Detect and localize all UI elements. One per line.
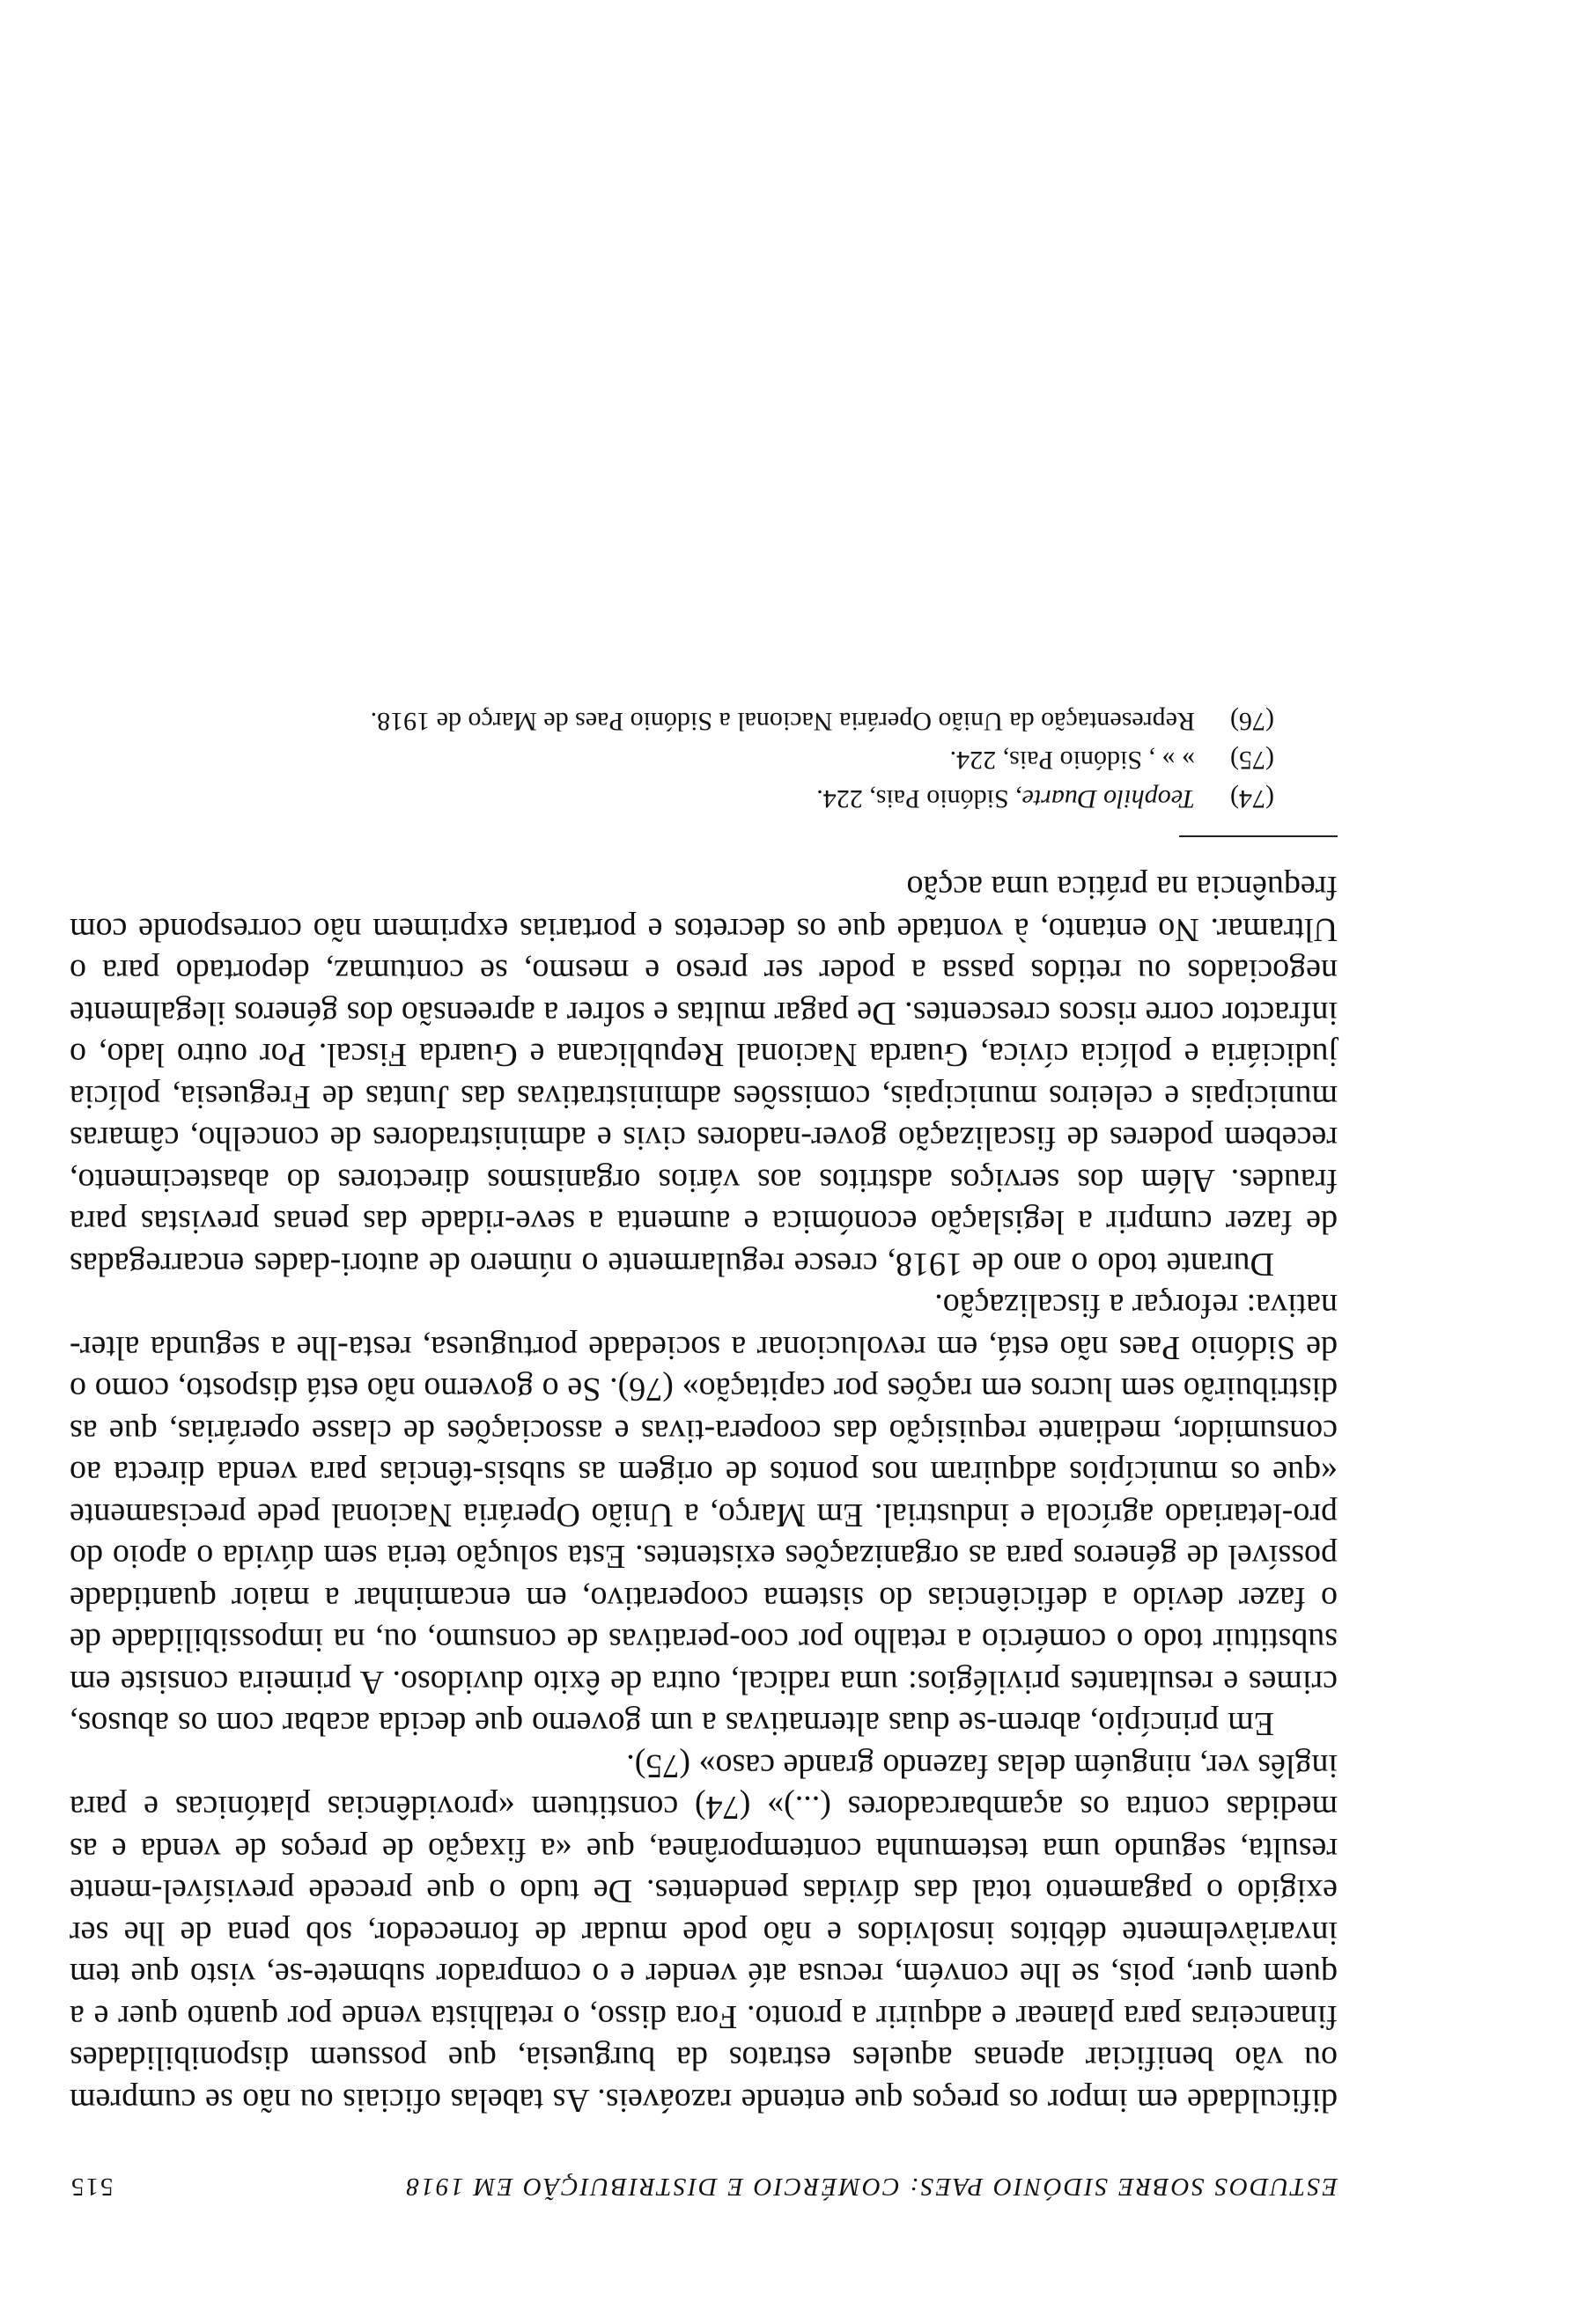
footnote-divider [1179,835,1338,837]
footnote-text: Representação da União Operária Nacional a Sidónio Paes de Março de 1918. [370,707,1195,736]
footnote-text: , Sidónio Pais, 224. [816,784,1022,813]
paragraph-1: dificuldade em impor os preços que entende razoáveis. As tabelas oficiais ou não se cumprem ou vão benificiar apenas aqueles estratos da burguesia, que possuem disponibilidades financeiras para planear e adquirir a pronto. Fora disso, o retalhista vende por quanto quer e a quem quer, pois, se lhe convém, recusa até vender e o comprador submete-se, visto que tem invariàvelmente débitos insolvidos e não pode mudar de fornecedor, sob pena de lhe ser exigido o pagamento total das dívidas pendentes. De tudo o que precede previsível-mente resulta, segundo uma testemunha contemporânea, que «a fixação de preços de venda e as medidas contra os açambarcadores (...)» (74) constituem «providências platónicas e para inglês ver, ninguém delas fazendo grande caso» (75). [70,1747,1338,2119]
paragraph-3: Durante todo o ano de 1918, cresce regularmente o número de autori-dades encarregadas de fazer cumprir a legislação económica e aumenta a seve-ridade das penas previstas para fraudes. Além dos serviços adstritos aos vários organismos directores do abastecimento, recebem poderes de fiscalização gover-nadores civis e administradores de concelho, câmaras municipais e celeiros municipais, comissões administrativas das Juntas de Freguesia, polícia judiciária e polícia cívica, Guarda Nacional Republicana e Guarda Fiscal. Por outro lado, o infractor corre riscos crescentes. De pagar multas e sofrer a apreensão dos géneros ilegalmente negociados ou retidos passa a poder ser preso e mesmo, se contumaz, deportado para o Ultramar. No entanto, à vontade que os decretos e portarias exprimem não corresponde com frequência na prática uma acção [70,869,1338,1283]
footnotes [70,702,1338,818]
page-number: 515 [70,2173,114,2201]
footnote-74 [70,779,1274,818]
paragraph-2: Em princípio, abrem-se duas alternativas a um governo que decida acabar com os abusos, crimes e resultantes privilégios: uma radical, outra de êxito duvidoso. A primeira consiste em substituir todo o comércio a retalho por coo-perativas de consumo, ou, na impossibilidade de o fazer devido a deficiências do sistema cooperativo, em encaminhar a maior quantidade possível de géneros para as organizações existentes. Esta solução teria sem dúvida o apoio do pro-letariado agrícola e industrial. Em Março, a União Operária Nacional pede precisamente «que os municípios adquiram nos pontos de origem as subsis-tências para venda directa ao consumidor, mediante requisição das coopera-tivas e associações de classe operárias, que as distribuirão sem lucros em rações por capitação» (76). Se o governo não está disposto, como o de Sidónio Paes não está, em revolucionar a sociedade portuguesa, resta-lhe a segunda alter-nativa: reforçar a fiscalização. [70,1287,1338,1743]
footnote-ref: (74) [1230,784,1274,813]
footnote-text: » » , Sidónio Pais, 224. [949,746,1195,775]
footnote-75 [70,740,1274,779]
page-content [70,702,1338,2201]
running-title: ESTUDOS SOBRE SIDÓNIO PAES: COMÉRCIO E DISTRIBUIÇÃO EM 1918 [404,2173,1338,2201]
footnote-ref: (75) [1230,746,1274,775]
footnote-author: Teophilo Duarte [1021,784,1195,813]
running-header [70,2172,1338,2201]
footnote-76 [70,702,1274,740]
footnote-ref: (76) [1230,707,1274,736]
